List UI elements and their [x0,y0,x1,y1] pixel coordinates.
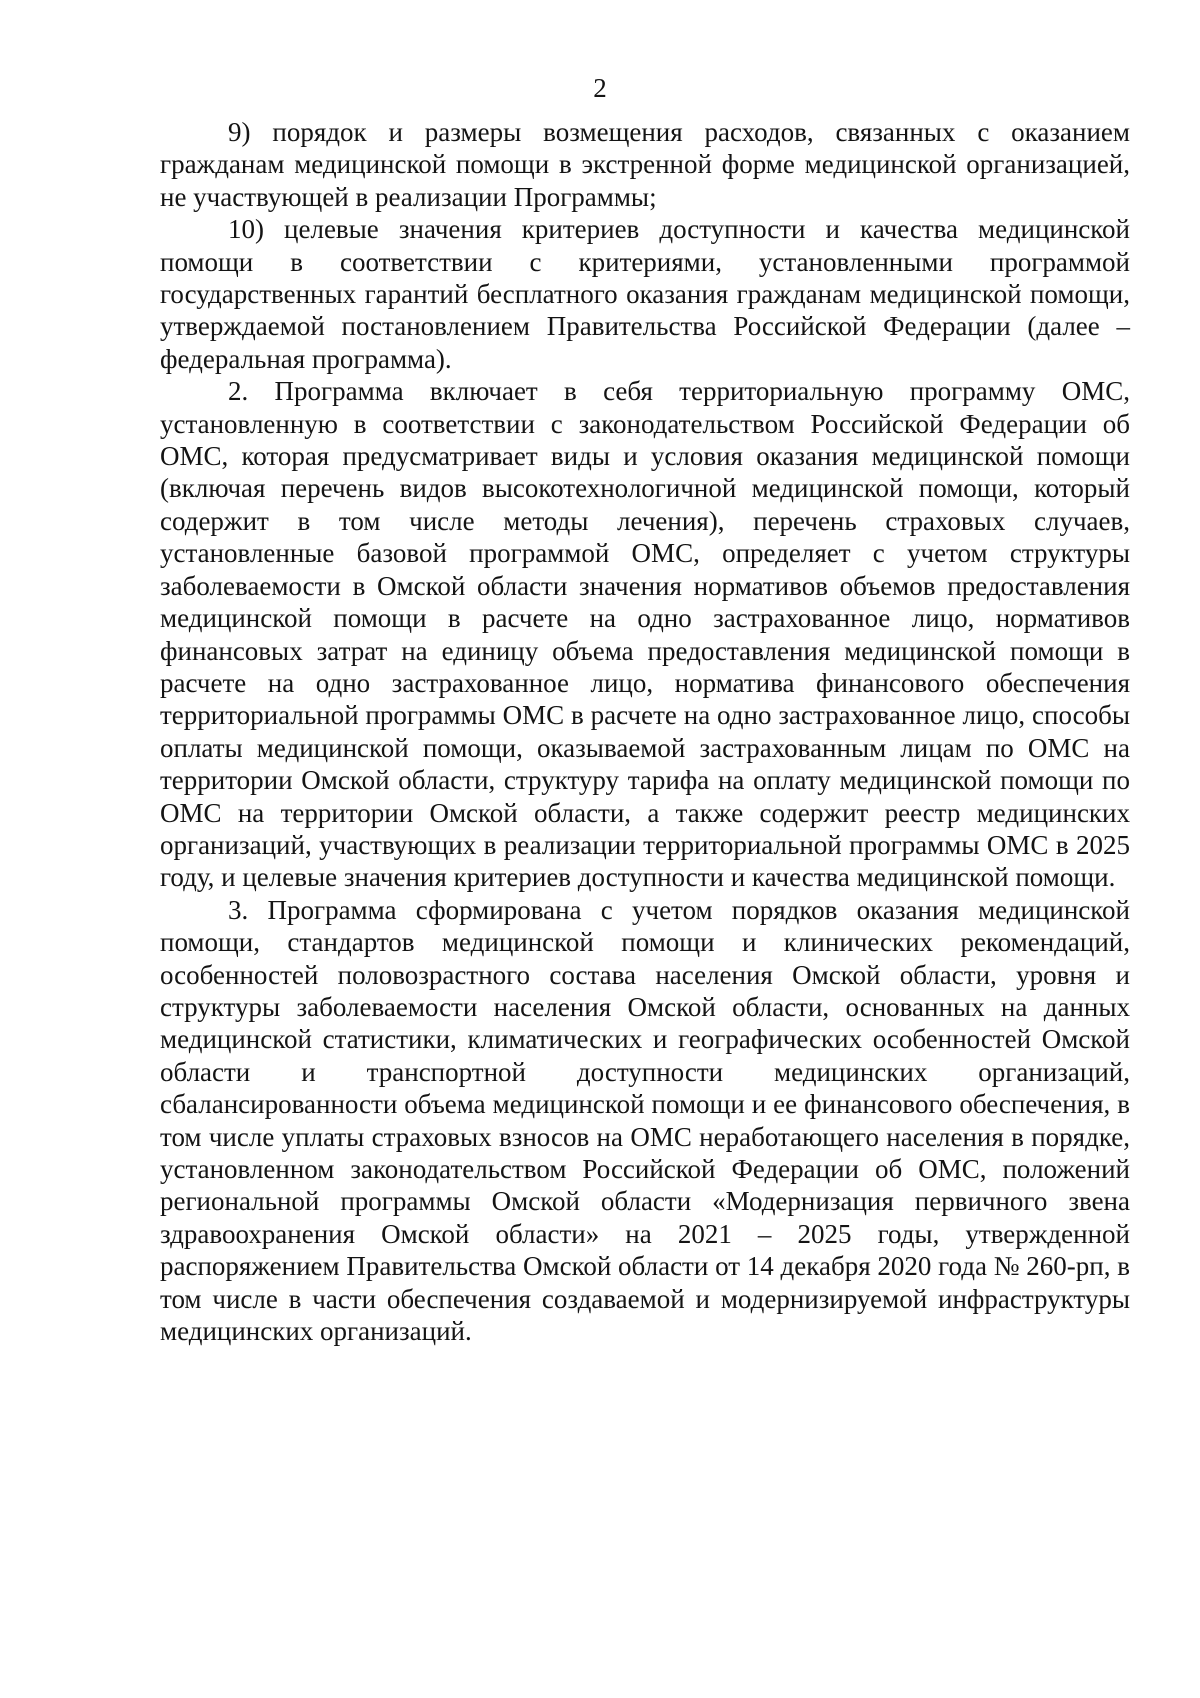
paragraph-section-3: 3. Программа сформирована с учетом порядков оказания медицинской помощи, стандартов медицинской помощи и клинических рекомендаций, особенностей половозрастного состава населения Омской области, уровня и структуры заболеваемости населения Омской области, основанных на данных медицинской статистики, климатических и географических особенностей Омской области и транспортной доступности медицинских организаций, сбалансированности объема медицинской помощи и ее финансового обеспечения, в том числе уплаты страховых взносов на ОМС неработающего населения в порядке, установленном законодательством Российской Федерации об ОМС, положений региональной программы Омской области «Модернизация первичного звена здравоохранения Омской области» на 2021 – 2025 годы, утвержденной распоряжением Правительства Омской области от 14 декабря 2020 года № 260-рп, в том числе в части обеспечения создаваемой и модернизируемой инфраструктуры медицинских организаций. [160,894,1130,1347]
page-number: 2 [593,73,607,103]
paragraph-section-2: 2. Программа включает в себя территориальную программу ОМС, установленную в соответствии с законодательством Российской Федерации об ОМС, которая предусматривает виды и условия оказания медицинской помощи (включая перечень видов высокотехнологичной медицинской помощи, который содержит в том числе методы лечения), перечень страховых случаев, установленные базовой программой ОМС, определяет с учетом структуры заболеваемости в Омской области значения нормативов объемов предоставления медицинской помощи в расчете на одно застрахованное лицо, нормативов финансовых затрат на единицу объема предоставления медицинской помощи в расчете на одно застрахованное лицо, норматива финансового обеспечения территориальной программы ОМС в расчете на одно застрахованное лицо, способы оплаты медицинской помощи, оказываемой застрахованным лицам по ОМС на территории Омской области, структуру тарифа на оплату медицинской помощи по ОМС на территории Омской области, а также содержит реестр медицинских организаций, участвующих в реализации территориальной программы ОМС в 2025 году, и целевые значения критериев доступности и качества медицинской помощи. [160,376,1130,893]
paragraph-item-9: 9) порядок и размеры возмещения расходов, связанных с оказанием гражданам медицинской помощи в экстренной форме медицинской организацией, не участвующей в реализации Программы; [160,117,1130,212]
paragraph-item-10: 10) целевые значения критериев доступности и качества медицинской помощи в соответствии с критериями, установленными программой государственных гарантий бесплатного оказания гражданам медицинской помощи, утверждаемой постановлением Правительства Российской Федерации (далее – федеральная программа). [160,214,1130,374]
document-body [160,116,1130,1347]
